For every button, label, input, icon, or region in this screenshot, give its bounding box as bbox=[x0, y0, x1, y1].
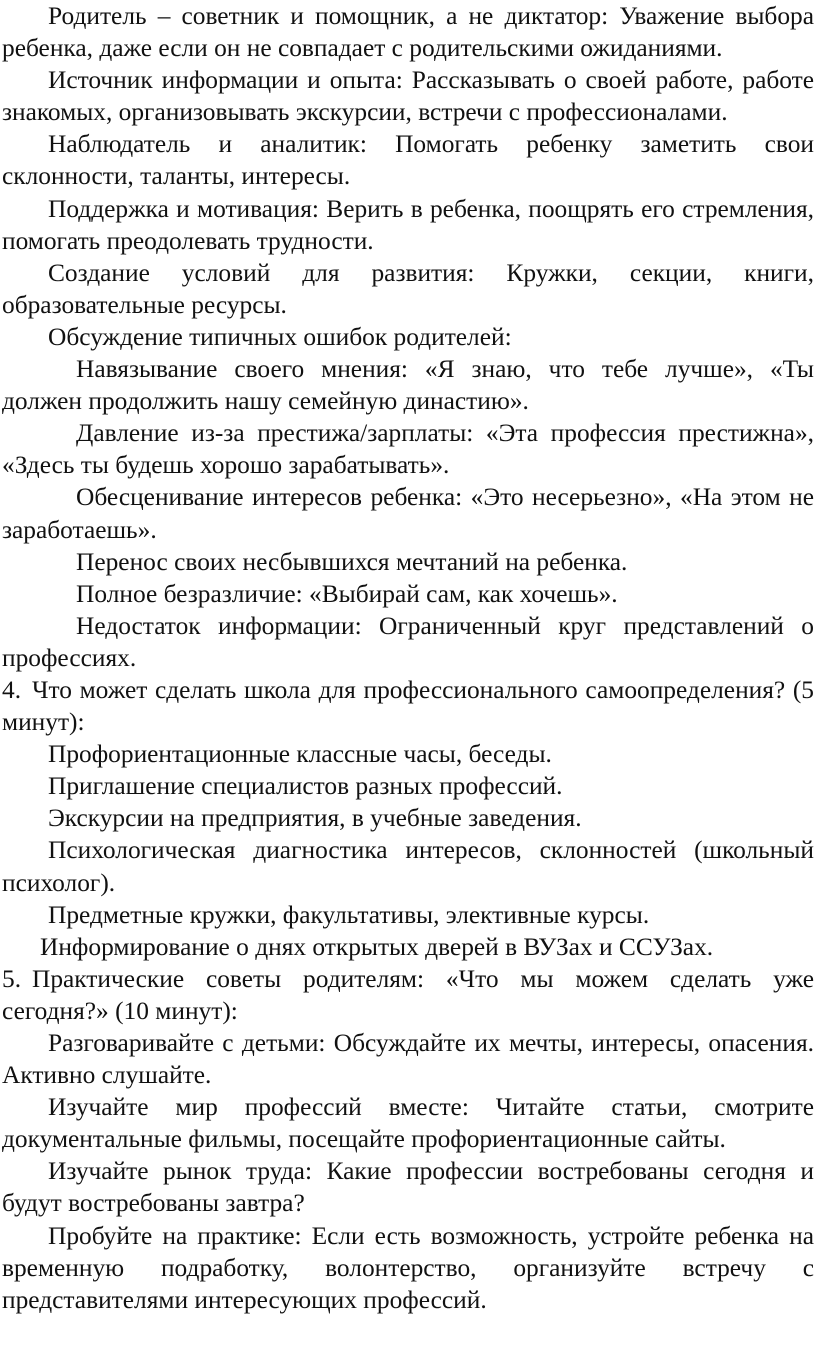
paragraph-indifference: Полное безразличие: «Выбирай сам, как хочешь». bbox=[76, 579, 618, 608]
paragraph-talk: Разговаривайте с детьми: Обсуждайте их мечты, интересы, опасения. Активно слушайте. bbox=[2, 1029, 814, 1090]
paragraph-parent-advisor: Родитель – советник и помощник, а не диктатор: Уважение выбора ребенка, даже если он не совпадает с родительскими ожиданиями. bbox=[2, 2, 814, 63]
paragraph-lack-of-info: Недостаток информации: Ограниченный круг представлений о профессиях. bbox=[2, 611, 814, 672]
section-number: 4. bbox=[2, 675, 22, 704]
section-number: 5. bbox=[2, 964, 22, 993]
paragraph-mistakes-heading: Обсуждение типичных ошибок родителей: bbox=[48, 322, 512, 351]
paragraph-excursions: Экскурсии на предприятия, в учебные заведения. bbox=[48, 804, 582, 833]
paragraph-observer: Наблюдатель и аналитик: Помогать ребенку заметить свои склонности, таланты, интересы. bbox=[2, 130, 814, 191]
paragraph-imposing-opinion: Навязывание своего мнения: «Я знаю, что тебе лучше», «Ты должен продолжить нашу семейную династию». bbox=[2, 355, 814, 416]
paragraph-explore-professions: Изучайте мир профессий вместе: Читайте статьи, смотрите документальные фильмы, посещайте профориентационные сайты. bbox=[2, 1093, 814, 1154]
paragraph-conditions: Создание условий для развития: Кружки, секции, книги, образовательные ресурсы. bbox=[2, 258, 814, 319]
section-4-text: Что может сделать школа для профессионального самоопределения? (5 минут): bbox=[2, 675, 814, 737]
section-4-heading bbox=[2, 674, 814, 738]
paragraph-practice: Пробуйте на практике: Если есть возможность, устройте ребенка на временную подработку, волонтерство, организуйте встречу с представителями интересующих профессий. bbox=[2, 1221, 814, 1314]
paragraph-info-source: Источник информации и опыта: Рассказывать о своей работе, работе знакомых, организовывать экскурсии, встречи с профессионалами. bbox=[2, 66, 814, 127]
paragraph-labor-market: Изучайте рынок труда: Какие профессии востребованы сегодня и будут востребованы завтра? bbox=[2, 1157, 814, 1218]
paragraph-specialists: Приглашение специалистов разных профессий. bbox=[48, 772, 563, 801]
section-5-heading bbox=[2, 963, 814, 1027]
section-5-text: Практические советы родителям: «Что мы можем сделать уже сегодня?» (10 минут): bbox=[2, 964, 814, 1025]
paragraph-unfulfilled-dreams: Перенос своих несбывшихся мечтаний на ребенка. bbox=[76, 547, 628, 576]
paragraph-diagnostics: Психологическая диагностика интересов, склонностей (школьный психолог). bbox=[2, 836, 814, 897]
paragraph-clubs: Предметные кружки, факультативы, элективные курсы. bbox=[48, 900, 650, 929]
paragraph-class-hours: Профориентационные классные часы, беседы. bbox=[48, 740, 552, 769]
paragraph-support: Поддержка и мотивация: Верить в ребенка, поощрять его стремления, помогать преодолевать трудности. bbox=[2, 194, 814, 255]
paragraph-open-days: Информирование о днях открытых дверей в ВУЗах и ССУЗах. bbox=[40, 932, 714, 961]
paragraph-prestige-pressure: Давление из-за престижа/зарплаты: «Эта профессия престижна», «Здесь ты будешь хорошо зарабатывать». bbox=[2, 419, 814, 480]
paragraph-devaluing-interests: Обесценивание интересов ребенка: «Это несерьезно», «На этом не заработаешь». bbox=[2, 483, 814, 544]
